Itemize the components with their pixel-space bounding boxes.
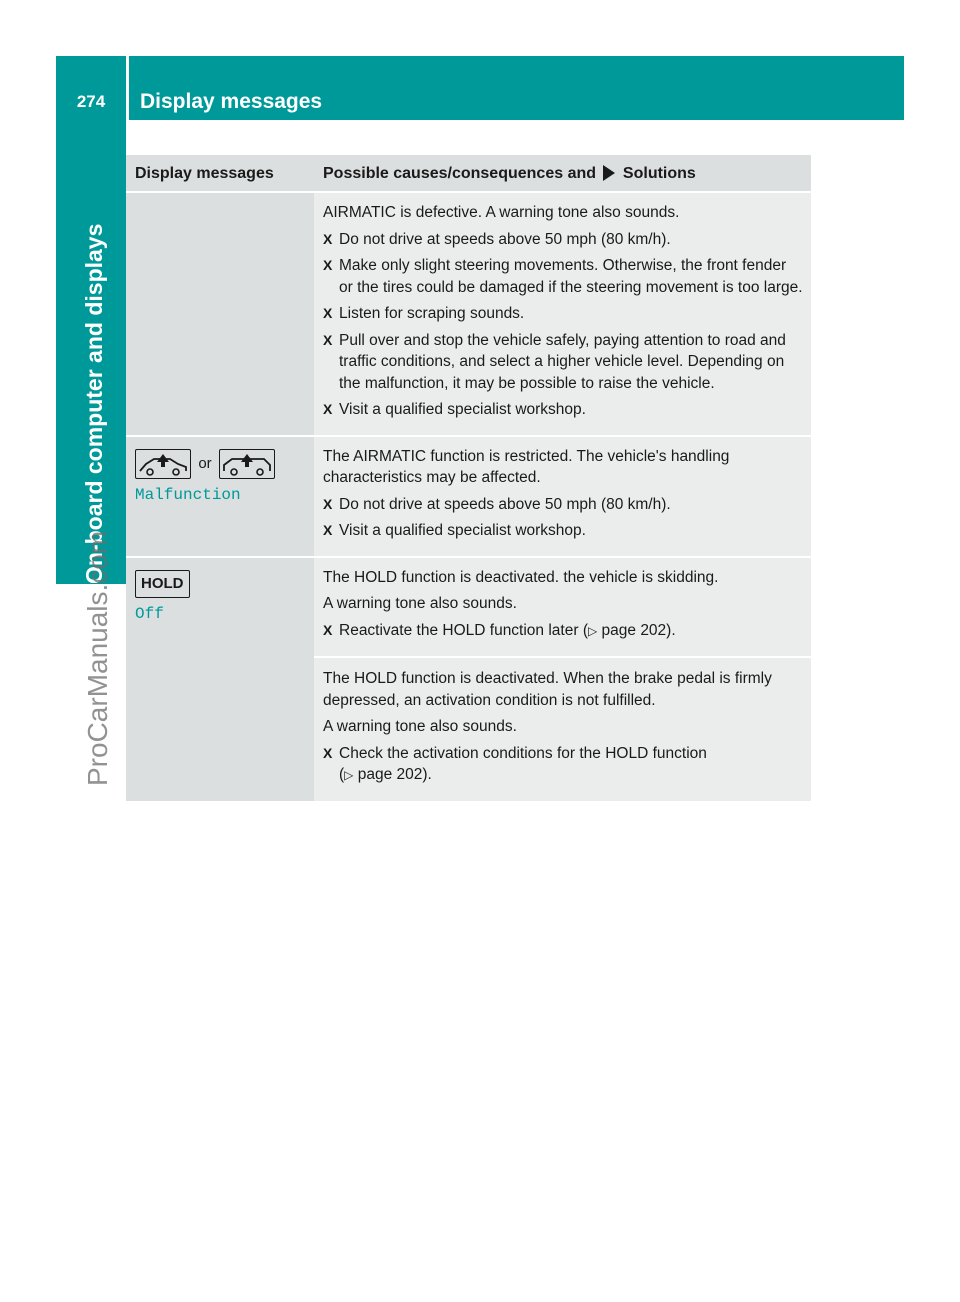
step-text: page 202). (353, 766, 432, 783)
vehicle-level-sedan-icon (135, 449, 191, 479)
col-header-solutions-text: Solutions (622, 165, 696, 182)
watermark: ProCarManuals.com (82, 530, 113, 786)
page-ref-icon: ▷ (344, 768, 354, 782)
col-header-causes-text: Possible causes/consequences and (323, 165, 597, 182)
cause-text: AIRMATIC is defective. A warning tone also sounds. (323, 204, 680, 221)
step-marker: X (323, 522, 333, 538)
display-messages-table (126, 155, 811, 801)
solution-cell (314, 657, 811, 801)
display-message-cell (126, 192, 314, 436)
display-message-cell (126, 436, 314, 557)
solution-step (323, 255, 803, 298)
step-text: Make only slight steering movements. Otherwise, the front fender or the tires could be damaged if the steering movement is too large. (339, 257, 803, 296)
solution-cell (314, 436, 811, 557)
step-text: Check the activation conditions for the HOLD function (339, 744, 707, 762)
table-row (126, 557, 811, 658)
step-text: Visit a qualified specialist workshop. (339, 522, 586, 539)
table-row (126, 436, 811, 557)
solution-step (323, 620, 803, 643)
step-text: page 202). (597, 621, 676, 639)
solution-step (323, 520, 803, 542)
vehicle-level-wagon-icon (219, 449, 275, 479)
icon-line (135, 570, 306, 598)
solution-step (323, 399, 803, 421)
display-text-malfunction: Malfunction (135, 485, 241, 504)
step-text: Listen for scraping sounds. (339, 305, 525, 322)
page-title: Display messages (140, 90, 323, 113)
step-marker: X (323, 331, 333, 348)
solution-step (323, 229, 803, 251)
solution-step (323, 494, 803, 516)
cause-text: A warning tone also sounds. (323, 718, 517, 735)
col-header-causes-solutions (314, 155, 811, 192)
step-marker: X (323, 744, 333, 761)
solution-arrow-icon (603, 165, 615, 181)
step-text: ( (339, 766, 345, 783)
step-marker: X (323, 230, 333, 247)
step-marker: X (323, 621, 333, 638)
step-marker: X (323, 401, 333, 417)
step-marker: X (323, 495, 333, 512)
step-text: Do not drive at speeds above 50 mph (80 km/h). (339, 230, 671, 248)
display-message-cell (126, 557, 314, 801)
page-ref-icon: ▷ (587, 623, 598, 638)
display-text-off: Off (135, 604, 164, 623)
solution-step (323, 303, 803, 325)
icon-line (135, 449, 306, 479)
solution-step (323, 743, 803, 787)
solution-cell (314, 557, 811, 658)
cause-text: A warning tone also sounds. (323, 595, 517, 612)
step-text: Visit a qualified specialist workshop. (339, 401, 586, 418)
hold-indicator-icon: HOLD (135, 570, 190, 598)
header-divider (126, 56, 129, 120)
step-marker: X (323, 305, 333, 321)
step-text: Pull over and stop the vehicle safely, paying attention to road and traffic conditions, and select a higher vehicle level. Depending on the malfunction, it may be possible to raise the vehicle. (339, 331, 786, 392)
cause-text: The HOLD function is deactivated. When the brake pedal is firmly depressed, an activation condition is not fulfilled. (323, 670, 772, 709)
cause-text: The AIRMATIC function is restricted. The vehicle's handling characteristics may be affected. (323, 447, 730, 486)
step-marker: X (323, 257, 333, 273)
table-row (126, 192, 811, 436)
solution-step (323, 330, 803, 395)
col-header-display-messages: Display messages (126, 155, 314, 192)
cause-text: The HOLD function is deactivated. the vehicle is skidding. (323, 568, 719, 586)
page-number: 274 (76, 92, 106, 111)
chapter-label: On-board computer and displays (81, 223, 107, 584)
or-text: or (198, 454, 212, 472)
solution-cell (314, 192, 811, 436)
step-text: Do not drive at speeds above 50 mph (80 km/h). (339, 495, 671, 513)
step-text: Reactivate the HOLD function later ( (339, 621, 588, 639)
